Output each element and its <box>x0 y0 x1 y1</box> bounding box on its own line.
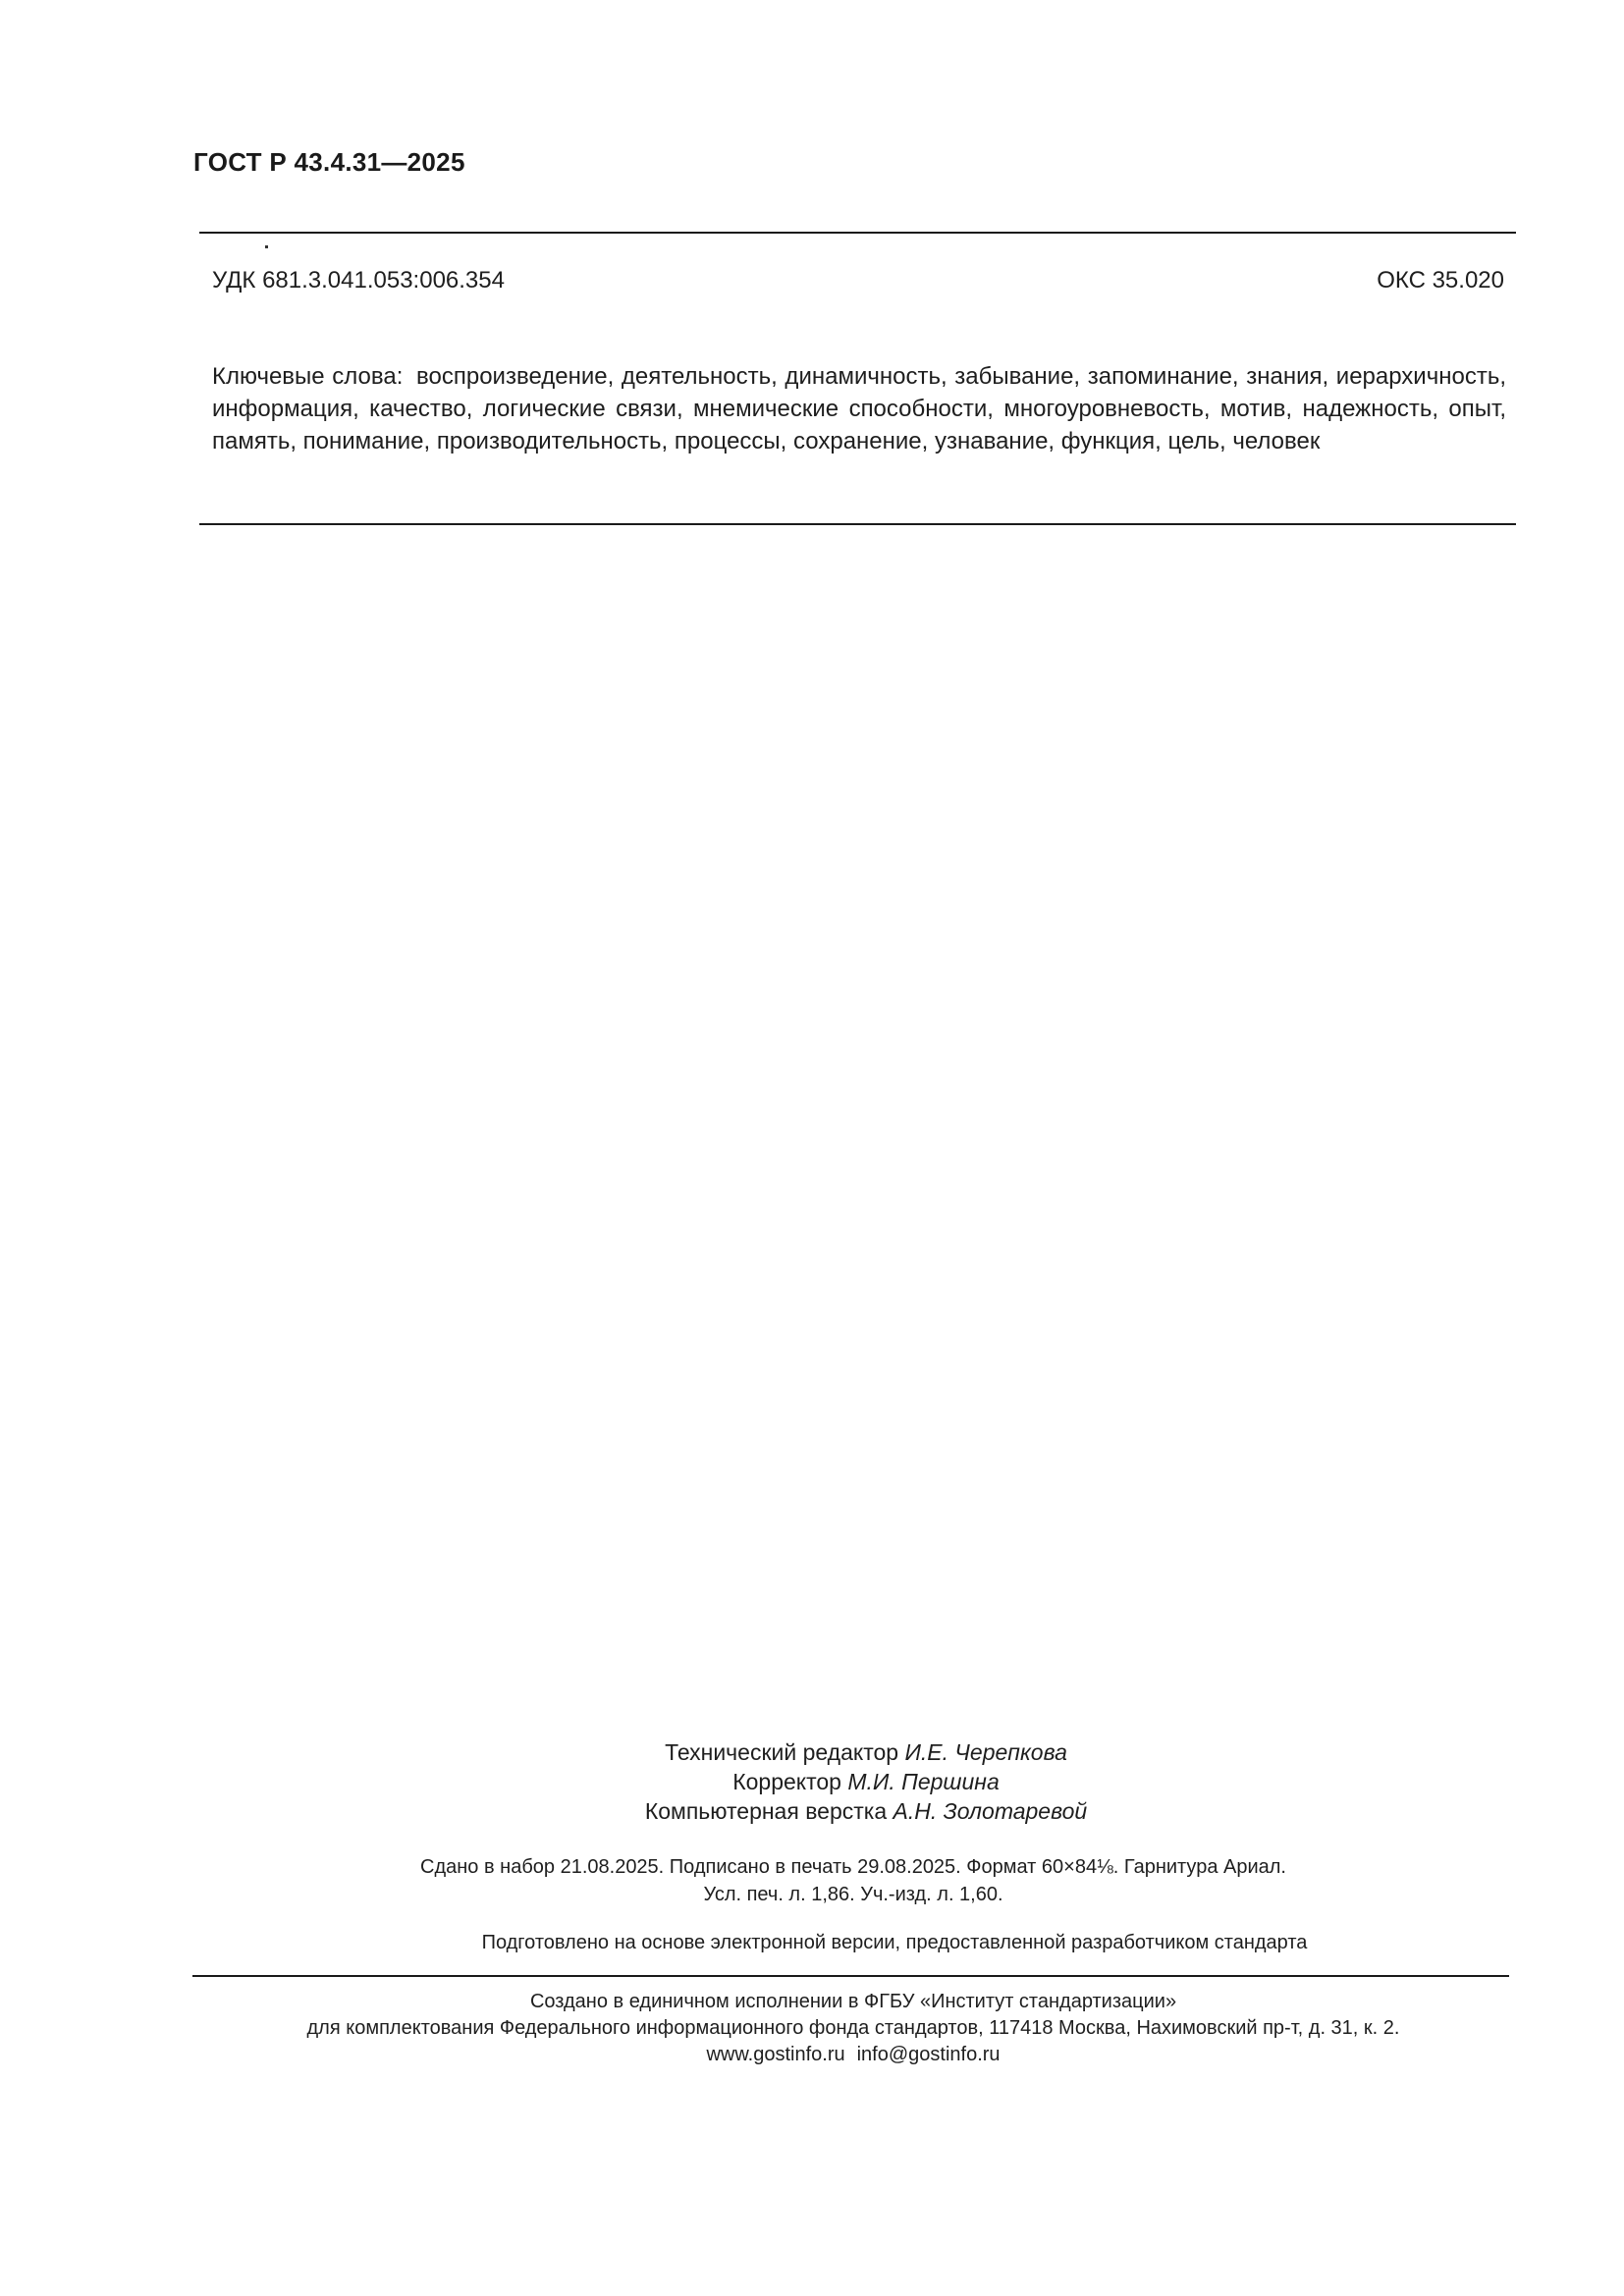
credit-technical-editor <box>108 1737 1624 1767</box>
udk-code: УДК 681.3.041.053:006.354 <box>212 267 505 294</box>
keywords-label: Ключевые слова: <box>212 363 404 390</box>
credit-name: А.Н. Золотаревой <box>893 1798 1088 1824</box>
stray-dot <box>265 245 268 248</box>
imprint-line-2: Усл. печ. л. 1,86. Уч.-изд. л. 1,60. <box>703 1884 1003 1905</box>
footer-block <box>0 1989 1624 2068</box>
keywords-block <box>212 360 1506 457</box>
document-header-title: ГОСТ Р 43.4.31—2025 <box>193 147 465 177</box>
top-divider <box>199 232 1516 234</box>
credit-proofreader <box>108 1767 1624 1796</box>
credit-layout <box>108 1796 1624 1826</box>
middle-divider <box>199 523 1516 525</box>
prepared-note: Подготовлено на основе электронной версии, предоставленной разработчиком стандарта <box>481 1932 1308 1953</box>
credit-name: М.И. Першина <box>847 1769 1000 1794</box>
credit-name: И.Е. Черепкова <box>904 1739 1067 1765</box>
bottom-divider <box>192 1975 1509 1977</box>
keywords-text: воспроизведение, деятельность, динамичность, забывание, запоминание, знания, иерархичность, информация, качество, логические связи, мнемические способности, многоуровневость, мотив, надежность, опыт, память, понимание, производительность, процессы, сохранение, узнавание, функция, цель, человек <box>212 363 1506 454</box>
credits-block <box>0 1737 1624 1826</box>
footer-line-2: для комплектования Федерального информационного фонда стандартов, 117418 Москва, Нахимовский пр-т, д. 31, к. 2. <box>306 2017 1400 2039</box>
footer-line-1: Создано в единичном исполнении в ФГБУ «Институт стандартизации» <box>529 1991 1177 2012</box>
imprint-line-1: Сдано в набор 21.08.2025. Подписано в печать 29.08.2025. Формат 60×84⅛. Гарнитура Ариал. <box>420 1856 1286 1878</box>
credit-role: Компьютерная верстка <box>644 1798 888 1824</box>
website-link[interactable]: www.gostinfo.ru <box>706 2044 845 2065</box>
oks-code: ОКС 35.020 <box>1377 267 1504 294</box>
credit-role: Технический редактор <box>665 1739 899 1765</box>
email-link[interactable]: info@gostinfo.ru <box>856 2044 1001 2065</box>
footer-contacts <box>82 2042 1624 2068</box>
credit-role: Корректор <box>732 1769 841 1794</box>
imprint-block <box>0 1853 1624 1908</box>
